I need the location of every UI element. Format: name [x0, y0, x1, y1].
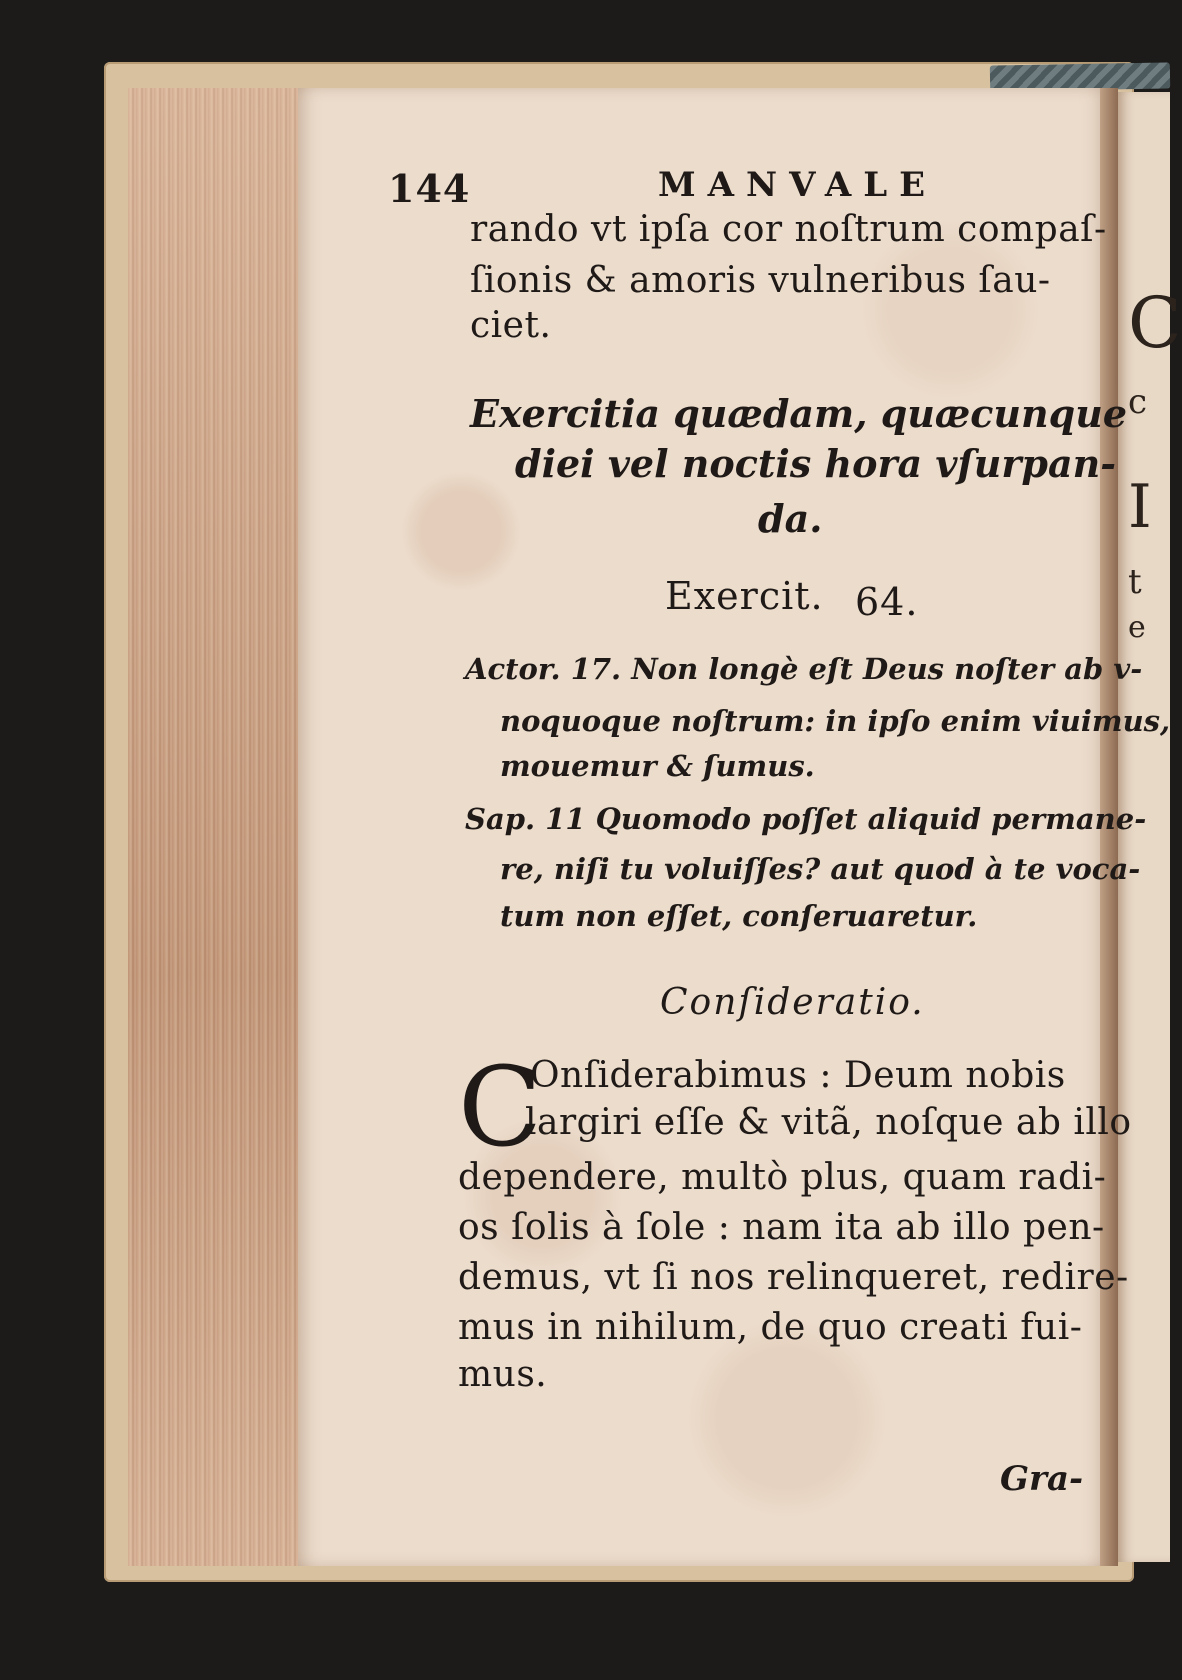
body-line: largiri eſſe & vitã, noſque ab illo — [525, 1102, 1132, 1143]
next-page-letter: c — [1128, 382, 1148, 422]
quote-line: re, niſi tu voluiſſes? aut quod à te voca- — [500, 852, 1141, 886]
page-number: 144 — [388, 166, 471, 211]
body-line: os ſolis à ſole : nam ita ab illo pen- — [458, 1207, 1105, 1248]
quote-line: noquoque noſtrum: in ipſo enim viuimus, — [500, 704, 1171, 738]
catchword: Gra- — [1000, 1459, 1084, 1499]
exercise-number: 64. — [855, 580, 919, 624]
section-heading-line: da. — [758, 496, 823, 541]
body-line: ciet. — [470, 305, 552, 346]
next-page-letter: C — [1128, 282, 1182, 364]
quote-line: mouemur & ſumus. — [500, 749, 815, 783]
body-line: demus, vt ſi nos relinqueret, redire- — [458, 1257, 1129, 1298]
section-heading-line: Exercitia quædam, quæcunque — [470, 391, 1128, 436]
next-page-letter: t — [1128, 562, 1142, 602]
consideratio-title: Conſideratio. — [660, 982, 925, 1023]
page-fore-edge — [128, 88, 312, 1566]
quote-line: Sap. 11 Quomodo poſſet aliquid permane- — [465, 802, 1147, 836]
body-line: ſionis & amoris vulneribus ſau- — [470, 260, 1051, 301]
body-line: Onſiderabimus : Deum nobis — [530, 1055, 1066, 1096]
body-line: rando vt ipſa cor noſtrum compaſ- — [470, 209, 1107, 250]
next-page-letter: e — [1128, 610, 1146, 645]
body-line: mus. — [458, 1354, 548, 1395]
running-head: MANVALE — [658, 165, 938, 205]
body-line: mus in nihilum, de quo creati fui- — [458, 1307, 1083, 1348]
exercise-label: Exercit. — [665, 574, 824, 618]
next-page-letter: I — [1128, 472, 1152, 542]
section-heading-line: diei vel noctis hora vſurpan- — [515, 441, 1117, 486]
quote-line: Actor. 17. Non longè eſt Deus noſter ab v- — [465, 652, 1143, 686]
body-line: dependere, multò plus, quam radi- — [458, 1157, 1107, 1198]
drop-cap: C — [458, 1043, 543, 1171]
quote-line: tum non eſſet, conſeruaretur. — [500, 899, 978, 933]
